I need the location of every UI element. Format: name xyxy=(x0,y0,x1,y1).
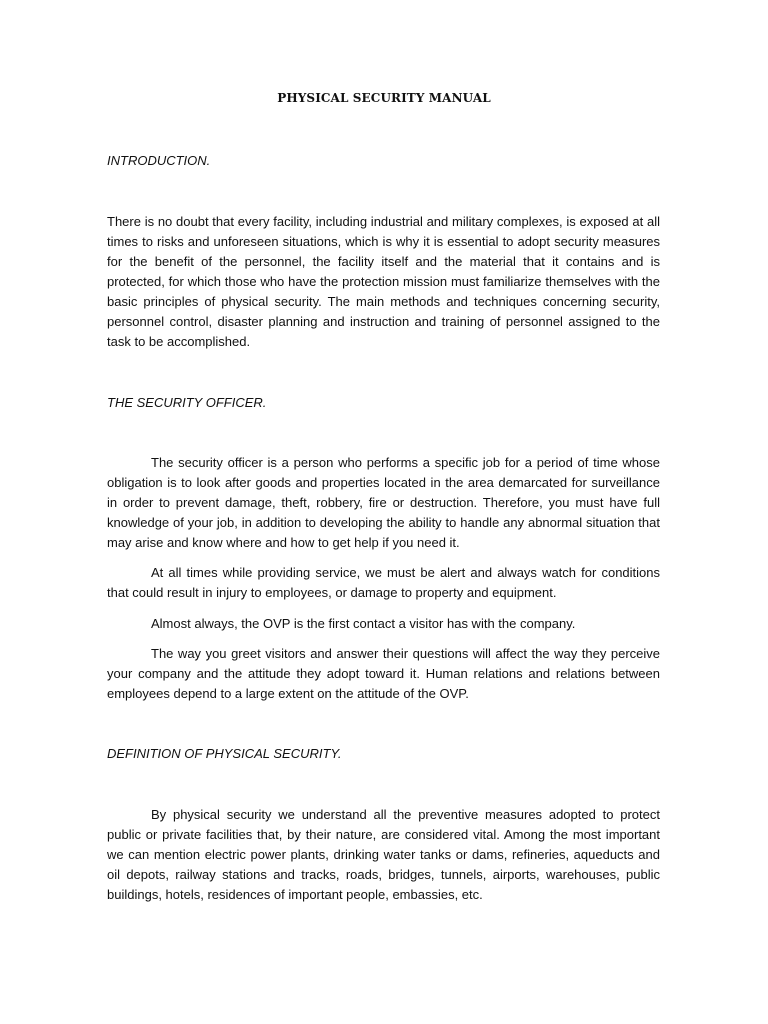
section-heading-definition: DEFINITION OF PHYSICAL SECURITY. xyxy=(107,746,342,761)
security-officer-paragraph-1: The security officer is a person who performs a specific job for a period of time whose obligation is to look after goods and properties located in the area demarcated for surveillance in order to prevent damage, theft, robbery, fire or destruction. Therefore, you must have full knowledge of your job, in addition to developing the ability to handle any abnormal situation that may arise and know where and how to get help if you need it. xyxy=(107,455,660,550)
section-heading-introduction: INTRODUCTION. xyxy=(107,153,211,168)
definition-paragraph: By physical security we understand all the preventive measures adopted to protect public or private facilities that, by their nature, are considered vital. Among the most important we can mention electric power plants, drinking water tanks or dams, refineries, aqueducts and oil depots, railway stations and tracks, roads, bridges, tunnels, airports, warehouses, public buildings, hotels, residences of important people, embassies, etc. xyxy=(107,807,660,902)
introduction-paragraph: There is no doubt that every facility, including industrial and military complexes, is exposed at all times to risks and unforeseen situations, which is why it is essential to adopt security measures for the benefit of the personnel, the facility itself and the material that it contains and is protected, for which those who have the protection mission must familiarize themselves with the basic principles of physical security. The main methods and techniques concerning security, personnel control, disaster planning and instruction and training of personnel assigned to the task to be accomplished. xyxy=(107,214,660,349)
section-heading-security-officer: THE SECURITY OFFICER. xyxy=(107,395,267,410)
security-officer-paragraph-4: The way you greet visitors and answer their questions will affect the way they perceive your company and the attitude they adopt toward it. Human relations and relations between employees depend to a large extent on the attitude of the OVP. xyxy=(107,646,660,701)
document-title: PHYSICAL SECURITY MANUAL xyxy=(277,91,491,105)
security-officer-paragraph-2: At all times while providing service, we must be alert and always watch for conditions that could result in injury to employees, or damage to property and equipment. xyxy=(107,565,660,600)
security-officer-paragraph-3: Almost always, the OVP is the first contact a visitor has with the company. xyxy=(151,616,576,631)
